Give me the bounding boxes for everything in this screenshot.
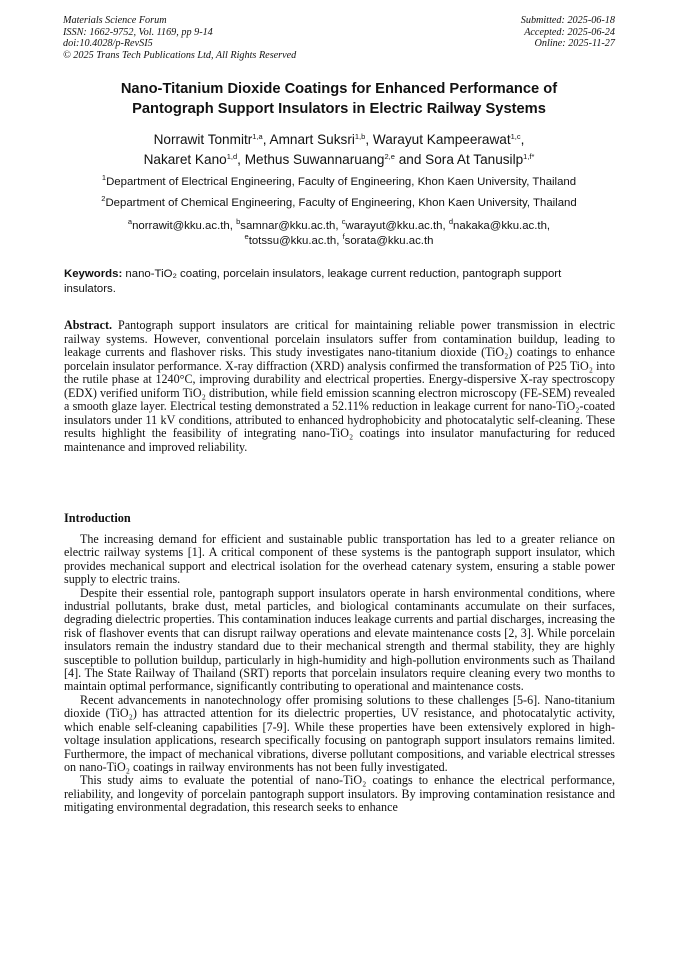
email-link[interactable]: norrawit@kku.ac.th, <box>132 220 237 232</box>
affiliation-1: $^1$Department of Electrical Engineering, Faculty of Engineering, Khon Kaen University, Thailand <box>101 173 577 188</box>
affiliation-2: $^2$Department of Chemical Engineering, Faculty of Engineering, Khon Kaen University, Thailand <box>101 194 577 209</box>
email-link[interactable]: warayut@kku.ac.th, <box>345 220 449 232</box>
abstract-text: Pantograph support insulators are critical for maintaining reliable power transmission in electric railway systems. However, conventional porcelain insulators suffer from contamination buildup, leading to leakage currents and flashover risks. This study investigates nano-titanium dioxide (TiO₂) coatings to enhance porcelain insulator performance. X-ray diffraction (XRD) analysis confirmed the transformation of P25 TiO₂ into the rutile phase at 1240°C, improving durability and electrical properties. Energy-dispersive X-ray spectroscopy (EDX) verified uniform TiO₂ distribution, while field emission scanning electron microscopy (FE-SEM) revealed a smooth glaze layer. Electrical testing demonstrated a 52.11% reduction in leakage current for nano-TiO₂-coated insulators under 11 kV conditions, attributed to enhanced hydrophobicity and photocatalytic self-cleaning. These results highlight the feasibility of integrating nano-TiO₂ coatings into insulator manufacturing for reduced maintenance and improved reliability. <box>64 318 615 454</box>
paragraph: The increasing demand for efficient and sustainable public transportation has led to a greater reliance on electric railway systems [1]. A critical component of these systems is the pantograph support insulator, which provides mechanical support and electrical isolation for the overhead catenary system, ensuring a stable power supply to electric trains. <box>64 532 615 587</box>
abstract <box>64 319 615 454</box>
online-date: Online: 2025-11-27 <box>534 38 615 50</box>
journal-copyright: © 2025 Trans Tech Publications Ltd, All Rights Reserved <box>63 49 297 61</box>
author-sup: 2,e <box>384 152 395 161</box>
keywords-text: nano-TiO₂ coating, porcelain insulators, leakage current reduction, pantograph support insulators. <box>64 268 562 295</box>
paragraph: This study aims to evaluate the potential of nano-TiO₂ coatings to enhance the electrical performance, reliability, and longevity of porcelain pantograph support insulators. By improving contamination resistance and mitigating environmental degradation, this research seeks to enhance <box>64 773 615 815</box>
author-name: Sora At Tanusilp <box>425 152 524 167</box>
paper-title <box>60 80 618 119</box>
author-name: Methus Suwannaruang <box>244 152 385 167</box>
abstract-label: Abstract. <box>64 318 113 332</box>
author-sup: 1,a <box>252 132 263 141</box>
author-sup: 1,c <box>510 132 521 141</box>
keywords-label: Keywords: <box>64 268 123 280</box>
title-line-1: Nano-Titanium Dioxide Coatings for Enhanced Performance of <box>120 81 558 97</box>
email-link[interactable]: samnar@kku.ac.th, <box>240 220 342 232</box>
title-line-2: Pantograph Support Insulators in Electric Railway Systems <box>132 100 546 117</box>
author-sup: 1,b <box>354 132 366 141</box>
author-name: Warayut Kampeerawat <box>372 132 511 147</box>
submission-dates <box>521 15 615 50</box>
journal-name: Materials Science Forum <box>63 15 167 26</box>
journal-issn: ISSN: 1662-9752, Vol. 1169, pp 9-14 <box>63 26 213 38</box>
paragraph: Despite their essential role, pantograph support insulators operate in harsh environmental conditions, where industrial pollutants, brake dust, metal particles, and biological contaminants accumulate on their surfaces, degrading dielectric properties. This contamination induces leakage currents and partial discharges, increasing the risk of flashover events that can disrupt railway operations and elevate maintenance costs [2, 3]. While porcelain insulators remain the industry standard due to their mechanical strength and thermal stability, they are highly susceptible to pollution buildup, particularly in high-humidity and high-pollution environments such as Thailand [4]. The State Railway of Thailand (SRT) reports that porcelain insulators require cleaning every two months to maintain optimal performance, significantly contributing to operational and maintenance costs. <box>64 585 615 694</box>
author-list: Norrawit Tonmitr$^{1,a}$, Amnart Suksri$^{1,b}$, Warayut Kampeerawat$^{1,c}$, Nakaret Kano$^{1,d}$, Methus Suwannaruang$^{2,e}$ and Sora At Tanusilp$^{1,f*}$ <box>143 132 535 167</box>
email-link[interactable]: nakaka@kku.ac.th, <box>453 220 551 232</box>
author-name: Norrawit Tonmitr <box>153 132 253 147</box>
author-emails: $^a$norrawit@kku.ac.th, $^b$samnar@kku.ac.th, $^c$warayut@kku.ac.th, $^d$nakaka@kku.ac.th, $^e$totssu@kku.ac.th, $^f$sorata@kku.ac.th <box>127 217 551 247</box>
accepted-date: Accepted: 2025-06-24 <box>524 26 615 38</box>
journal-doi: doi:10.4028/p-RevSI5 <box>63 38 153 50</box>
author-sup: 1,d <box>226 152 238 161</box>
author-sup: 1,f* <box>523 152 535 161</box>
introduction-body <box>64 533 615 815</box>
email-link[interactable]: sorata@kku.ac.th <box>344 235 434 247</box>
author-name: Amnart Suksri <box>269 132 355 147</box>
introduction-heading: Introduction <box>64 511 131 525</box>
keywords <box>64 267 614 296</box>
email-link[interactable]: totssu@kku.ac.th, <box>248 235 343 247</box>
author-name: Nakaret Kano <box>143 152 227 167</box>
submitted-date: Submitted: 2025-06-18 <box>520 15 615 26</box>
journal-info <box>63 15 296 61</box>
paragraph: Recent advancements in nanotechnology offer promising solutions to these challenges [5-6]. Nano-titanium dioxide (TiO₂) has attracted attention for its dielectric properties, UV resistance, and photocatalytic activity, which enable self-cleaning capabilities [7-9]. While these properties have been extensively explored in high-voltage insulation applications, research specifically focusing on pantograph support insulators remains limited. Furthermore, the impact of mechanical vibrations, diverse pollutant compositions, and variable electrical stresses on nano-TiO₂ coatings in railway environments has not been fully investigated. <box>64 692 615 774</box>
